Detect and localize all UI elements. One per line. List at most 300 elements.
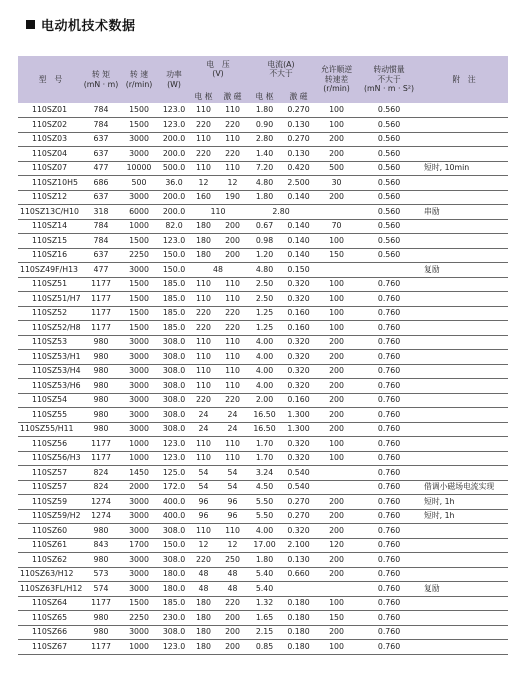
cell-inertia: 0.760 — [358, 408, 420, 423]
cell-note — [420, 422, 508, 437]
cell-note — [420, 219, 508, 234]
cell-note — [420, 277, 508, 292]
cell-voltage-armature: 110 — [189, 132, 218, 147]
cell-voltage-field: 24 — [218, 422, 247, 437]
table-row — [18, 509, 508, 524]
cell-torque: 1177 — [83, 596, 119, 611]
cell-voltage-field: 220 — [218, 321, 247, 336]
cell-model: 110SZ13C/H10 — [18, 205, 83, 220]
table-row — [18, 219, 508, 234]
cell-note — [420, 567, 508, 582]
cell-voltage-armature: 110 — [189, 335, 218, 350]
cell-current-field: 1.300 — [282, 422, 315, 437]
cell-voltage-field: 48 — [218, 582, 247, 597]
cell-power: 308.0 — [159, 350, 189, 365]
cell-speed-diff: 100 — [315, 437, 358, 452]
cell-current-armature: 4.00 — [247, 335, 282, 350]
cell-voltage-armature: 12 — [189, 538, 218, 553]
cell-speed-diff: 100 — [315, 292, 358, 307]
cell-model: 110SZ01 — [18, 103, 83, 118]
cell-torque: 980 — [83, 422, 119, 437]
cell-inertia: 0.760 — [358, 640, 420, 655]
table-row — [18, 118, 508, 133]
cell-power: 82.0 — [159, 219, 189, 234]
cell-speed-diff: 200 — [315, 335, 358, 350]
cell-inertia: 0.760 — [358, 451, 420, 466]
table-row — [18, 379, 508, 394]
cell-power: 400.0 — [159, 495, 189, 510]
cell-note — [420, 393, 508, 408]
table-row — [18, 393, 508, 408]
cell-model: 110SZ02 — [18, 118, 83, 133]
cell-inertia: 0.760 — [358, 582, 420, 597]
cell-note — [420, 132, 508, 147]
cell-torque: 980 — [83, 524, 119, 539]
cell-torque: 637 — [83, 147, 119, 162]
cell-model: 110SZ52 — [18, 306, 83, 321]
cell-torque: 784 — [83, 118, 119, 133]
header-current-armature: 电 枢 — [247, 90, 282, 103]
cell-speed: 3000 — [119, 190, 159, 205]
cell-current-field — [282, 582, 315, 597]
cell-speed: 3000 — [119, 364, 159, 379]
cell-voltage-field: 200 — [218, 219, 247, 234]
cell-current-field: 0.270 — [282, 103, 315, 118]
cell-voltage-field: 96 — [218, 509, 247, 524]
cell-current-armature: 2.15 — [247, 625, 282, 640]
cell-inertia — [358, 263, 420, 278]
table-row — [18, 640, 508, 655]
cell-power: 180.0 — [159, 567, 189, 582]
header-power: 功率 (W) — [159, 56, 189, 103]
table-row — [18, 611, 508, 626]
cell-inertia: 0.560 — [358, 161, 420, 176]
cell-power: 308.0 — [159, 408, 189, 423]
cell-speed: 3000 — [119, 335, 159, 350]
header-note: 附 注 — [420, 56, 508, 103]
cell-inertia: 0.760 — [358, 480, 420, 495]
cell-speed-diff: 150 — [315, 611, 358, 626]
cell-note — [420, 625, 508, 640]
cell-power: 172.0 — [159, 480, 189, 495]
cell-current-armature: 1.80 — [247, 553, 282, 568]
cell-model: 110SZ54 — [18, 393, 83, 408]
cell-model: 110SZ12 — [18, 190, 83, 205]
cell-voltage-armature: 54 — [189, 480, 218, 495]
table-row — [18, 248, 508, 263]
cell-current-armature: 7.20 — [247, 161, 282, 176]
table-header — [18, 56, 508, 103]
cell-power: 185.0 — [159, 306, 189, 321]
cell-voltage: 110 — [189, 205, 247, 220]
cell-voltage-field: 12 — [218, 538, 247, 553]
cell-current-armature: 0.98 — [247, 234, 282, 249]
cell-power: 36.0 — [159, 176, 189, 191]
cell-power: 230.0 — [159, 611, 189, 626]
cell-speed-diff: 100 — [315, 451, 358, 466]
cell-power: 200.0 — [159, 205, 189, 220]
cell-speed: 3000 — [119, 393, 159, 408]
cell-current-armature: 4.00 — [247, 524, 282, 539]
cell-torque: 1177 — [83, 451, 119, 466]
cell-torque: 824 — [83, 480, 119, 495]
cell-speed-diff: 100 — [315, 306, 358, 321]
cell-note — [420, 553, 508, 568]
cell-inertia: 0.560 — [358, 219, 420, 234]
cell-speed-diff: 100 — [315, 103, 358, 118]
cell-voltage-armature: 180 — [189, 611, 218, 626]
cell-inertia: 0.560 — [358, 248, 420, 263]
cell-speed-diff: 100 — [315, 277, 358, 292]
cell-note — [420, 466, 508, 481]
cell-torque: 686 — [83, 176, 119, 191]
cell-speed-diff: 200 — [315, 625, 358, 640]
cell-current-field: 2.500 — [282, 176, 315, 191]
cell-voltage-armature: 180 — [189, 640, 218, 655]
cell-voltage-armature: 110 — [189, 437, 218, 452]
cell-speed: 3000 — [119, 350, 159, 365]
cell-power: 308.0 — [159, 625, 189, 640]
cell-speed-diff: 200 — [315, 393, 358, 408]
cell-voltage-field: 110 — [218, 437, 247, 452]
cell-voltage-field: 110 — [218, 161, 247, 176]
cell-speed: 1000 — [119, 219, 159, 234]
square-bullet-icon — [26, 20, 35, 29]
cell-speed: 1500 — [119, 306, 159, 321]
cell-model: 110SZ66 — [18, 625, 83, 640]
cell-voltage-field: 200 — [218, 640, 247, 655]
cell-model: 110SZ03 — [18, 132, 83, 147]
cell-current-field: 0.180 — [282, 625, 315, 640]
table-body — [18, 103, 508, 654]
cell-voltage-field: 24 — [218, 408, 247, 423]
cell-current-field: 0.320 — [282, 292, 315, 307]
cell-note: 短时, 1h — [420, 495, 508, 510]
table-row — [18, 538, 508, 553]
cell-speed-diff: 200 — [315, 509, 358, 524]
cell-speed: 6000 — [119, 205, 159, 220]
cell-current-armature: 4.00 — [247, 364, 282, 379]
header-current-field: 激 磁 — [282, 90, 315, 103]
cell-current-armature: 1.25 — [247, 321, 282, 336]
cell-model: 110SZ04 — [18, 147, 83, 162]
cell-power: 185.0 — [159, 292, 189, 307]
cell-current-field: 0.180 — [282, 611, 315, 626]
cell-current-armature: 1.20 — [247, 248, 282, 263]
cell-current-armature: 17.00 — [247, 538, 282, 553]
cell-speed: 1000 — [119, 640, 159, 655]
cell-voltage-field: 200 — [218, 248, 247, 263]
cell-speed-diff: 100 — [315, 321, 358, 336]
cell-note — [420, 335, 508, 350]
cell-voltage-armature: 220 — [189, 306, 218, 321]
cell-current-armature: 1.80 — [247, 103, 282, 118]
cell-speed: 1500 — [119, 118, 159, 133]
cell-current-field: 0.180 — [282, 596, 315, 611]
cell-power: 308.0 — [159, 364, 189, 379]
cell-torque: 477 — [83, 161, 119, 176]
table-row — [18, 321, 508, 336]
cell-model: 110SZ53 — [18, 335, 83, 350]
cell-current-field: 0.130 — [282, 118, 315, 133]
cell-current-armature: 4.00 — [247, 350, 282, 365]
cell-voltage-field: 220 — [218, 118, 247, 133]
cell-note — [420, 437, 508, 452]
cell-voltage-armature: 48 — [189, 582, 218, 597]
cell-current: 2.80 — [247, 205, 315, 220]
cell-speed: 3000 — [119, 553, 159, 568]
cell-current-armature: 1.25 — [247, 306, 282, 321]
cell-speed-diff — [315, 480, 358, 495]
cell-voltage-armature: 180 — [189, 234, 218, 249]
cell-voltage-armature: 54 — [189, 466, 218, 481]
cell-torque: 1177 — [83, 640, 119, 655]
cell-current-field: 0.140 — [282, 248, 315, 263]
cell-speed-diff: 30 — [315, 176, 358, 191]
cell-note: 短时, 1h — [420, 509, 508, 524]
cell-current-armature: 5.50 — [247, 509, 282, 524]
cell-inertia: 0.760 — [358, 524, 420, 539]
cell-voltage-field: 110 — [218, 292, 247, 307]
cell-speed: 1500 — [119, 234, 159, 249]
cell-model: 110SZ55/H11 — [18, 422, 83, 437]
cell-voltage: 48 — [189, 263, 247, 278]
cell-note — [420, 234, 508, 249]
cell-voltage-field: 54 — [218, 480, 247, 495]
cell-speed: 3000 — [119, 408, 159, 423]
cell-current-field: 0.140 — [282, 190, 315, 205]
cell-speed-diff: 200 — [315, 495, 358, 510]
cell-voltage-armature: 110 — [189, 451, 218, 466]
cell-speed: 3000 — [119, 582, 159, 597]
table-row — [18, 147, 508, 162]
table-row — [18, 277, 508, 292]
cell-current-armature: 4.00 — [247, 379, 282, 394]
cell-voltage-armature: 110 — [189, 292, 218, 307]
cell-model: 110SZ62 — [18, 553, 83, 568]
cell-speed-diff: 200 — [315, 422, 358, 437]
cell-note — [420, 611, 508, 626]
cell-current-field: 0.420 — [282, 161, 315, 176]
cell-current-field: 0.140 — [282, 219, 315, 234]
cell-torque: 980 — [83, 611, 119, 626]
cell-voltage-field: 110 — [218, 451, 247, 466]
header-model: 型 号 — [18, 56, 83, 103]
cell-current-armature: 2.50 — [247, 292, 282, 307]
cell-model: 110SZ61 — [18, 538, 83, 553]
cell-torque: 980 — [83, 335, 119, 350]
cell-current-field: 2.100 — [282, 538, 315, 553]
cell-current-armature: 5.50 — [247, 495, 282, 510]
cell-voltage-field: 110 — [218, 277, 247, 292]
cell-speed: 1700 — [119, 538, 159, 553]
cell-speed-diff: 200 — [315, 364, 358, 379]
cell-torque: 1177 — [83, 277, 119, 292]
cell-voltage-armature: 24 — [189, 408, 218, 423]
cell-torque: 573 — [83, 567, 119, 582]
cell-voltage-armature: 110 — [189, 524, 218, 539]
cell-model: 110SZ57 — [18, 480, 83, 495]
cell-inertia: 0.560 — [358, 103, 420, 118]
cell-current-armature: 2.80 — [247, 132, 282, 147]
cell-model: 110SZ49F/H13 — [18, 263, 83, 278]
cell-voltage-armature: 110 — [189, 277, 218, 292]
cell-current-field: 0.270 — [282, 509, 315, 524]
cell-torque: 1177 — [83, 306, 119, 321]
cell-torque: 980 — [83, 393, 119, 408]
table-row — [18, 306, 508, 321]
header-speed: 转 速 (r/min) — [119, 56, 159, 103]
cell-speed: 1500 — [119, 103, 159, 118]
cell-torque: 784 — [83, 234, 119, 249]
cell-current-armature: 2.50 — [247, 277, 282, 292]
cell-power: 180.0 — [159, 582, 189, 597]
cell-model: 110SZ53/H1 — [18, 350, 83, 365]
cell-voltage-armature: 110 — [189, 103, 218, 118]
cell-power: 308.0 — [159, 422, 189, 437]
cell-voltage-armature: 110 — [189, 161, 218, 176]
cell-voltage-field: 190 — [218, 190, 247, 205]
cell-current-field: 0.180 — [282, 640, 315, 655]
cell-current-field: 0.540 — [282, 466, 315, 481]
cell-voltage-field: 220 — [218, 596, 247, 611]
cell-speed-diff: 200 — [315, 553, 358, 568]
cell-inertia: 0.560 — [358, 234, 420, 249]
cell-voltage-armature: 110 — [189, 350, 218, 365]
cell-speed-diff: 500 — [315, 161, 358, 176]
cell-inertia: 0.760 — [358, 335, 420, 350]
cell-voltage-field: 250 — [218, 553, 247, 568]
cell-voltage-field: 54 — [218, 466, 247, 481]
cell-model: 110SZ67 — [18, 640, 83, 655]
cell-note — [420, 176, 508, 191]
cell-current-field: 0.320 — [282, 451, 315, 466]
cell-power: 200.0 — [159, 190, 189, 205]
cell-speed-diff: 100 — [315, 640, 358, 655]
cell-torque: 637 — [83, 132, 119, 147]
cell-power: 150.0 — [159, 538, 189, 553]
cell-model: 110SZ53/H6 — [18, 379, 83, 394]
table-row — [18, 335, 508, 350]
cell-model: 110SZ10H5 — [18, 176, 83, 191]
cell-inertia: 0.760 — [358, 422, 420, 437]
table-row — [18, 567, 508, 582]
cell-torque: 980 — [83, 408, 119, 423]
cell-torque: 784 — [83, 219, 119, 234]
cell-note: 借调小磁场电流实现 — [420, 480, 508, 495]
cell-model: 110SZ51/H7 — [18, 292, 83, 307]
table-row — [18, 350, 508, 365]
cell-voltage-armature: 180 — [189, 625, 218, 640]
cell-speed: 2250 — [119, 611, 159, 626]
cell-power: 400.0 — [159, 509, 189, 524]
cell-current-field: 0.160 — [282, 393, 315, 408]
cell-voltage-armature: 180 — [189, 219, 218, 234]
cell-speed: 3000 — [119, 509, 159, 524]
cell-speed: 3000 — [119, 567, 159, 582]
cell-speed-diff: 200 — [315, 132, 358, 147]
cell-voltage-armature: 12 — [189, 176, 218, 191]
cell-voltage-field: 110 — [218, 524, 247, 539]
cell-speed: 3000 — [119, 524, 159, 539]
cell-speed: 3000 — [119, 147, 159, 162]
motor-spec-table — [18, 56, 508, 655]
cell-speed: 3000 — [119, 495, 159, 510]
cell-current-field: 0.160 — [282, 321, 315, 336]
cell-torque: 637 — [83, 190, 119, 205]
cell-note: 复励 — [420, 582, 508, 597]
cell-speed-diff: 200 — [315, 524, 358, 539]
cell-model: 110SZ16 — [18, 248, 83, 263]
cell-speed-diff: 200 — [315, 408, 358, 423]
cell-current-armature: 1.70 — [247, 451, 282, 466]
cell-voltage-field: 220 — [218, 147, 247, 162]
cell-current-field: 0.660 — [282, 567, 315, 582]
cell-inertia: 0.760 — [358, 321, 420, 336]
cell-current-armature: 5.40 — [247, 567, 282, 582]
cell-power: 123.0 — [159, 451, 189, 466]
cell-speed-diff — [315, 263, 358, 278]
header-torque: 转 矩 (mN · m) — [83, 56, 119, 103]
cell-torque: 1274 — [83, 495, 119, 510]
cell-current-field: 0.130 — [282, 553, 315, 568]
cell-speed-diff: 200 — [315, 147, 358, 162]
cell-speed: 3000 — [119, 625, 159, 640]
cell-power: 308.0 — [159, 393, 189, 408]
cell-inertia: 0.560 — [358, 147, 420, 162]
cell-current-armature: 16.50 — [247, 408, 282, 423]
cell-speed: 3000 — [119, 422, 159, 437]
header-current: 电流(A) 不大于 — [247, 56, 315, 90]
cell-voltage-armature: 160 — [189, 190, 218, 205]
cell-model: 110SZ55 — [18, 408, 83, 423]
cell-current-field: 0.270 — [282, 132, 315, 147]
cell-speed-diff: 100 — [315, 234, 358, 249]
cell-note — [420, 451, 508, 466]
cell-voltage-armature: 220 — [189, 118, 218, 133]
table-row — [18, 103, 508, 118]
cell-voltage-field: 12 — [218, 176, 247, 191]
cell-voltage-armature: 110 — [189, 364, 218, 379]
cell-speed: 3000 — [119, 263, 159, 278]
cell-power: 185.0 — [159, 321, 189, 336]
cell-current-armature: 0.85 — [247, 640, 282, 655]
cell-power: 308.0 — [159, 524, 189, 539]
cell-torque: 843 — [83, 538, 119, 553]
cell-note — [420, 379, 508, 394]
cell-note — [420, 248, 508, 263]
cell-note — [420, 596, 508, 611]
cell-current-armature: 1.70 — [247, 437, 282, 452]
cell-model: 110SZ64 — [18, 596, 83, 611]
cell-current-armature: 5.40 — [247, 582, 282, 597]
cell-model: 110SZ65 — [18, 611, 83, 626]
cell-voltage-field: 200 — [218, 611, 247, 626]
cell-speed-diff: 200 — [315, 567, 358, 582]
table-row — [18, 582, 508, 597]
cell-inertia: 0.760 — [358, 437, 420, 452]
cell-current-armature: 2.00 — [247, 393, 282, 408]
cell-torque: 637 — [83, 248, 119, 263]
cell-speed: 1000 — [119, 437, 159, 452]
cell-current-armature: 4.80 — [247, 176, 282, 191]
table-row — [18, 466, 508, 481]
table-row — [18, 553, 508, 568]
cell-current-field: 0.320 — [282, 437, 315, 452]
cell-power: 150.0 — [159, 263, 189, 278]
cell-model: 110SZ60 — [18, 524, 83, 539]
cell-note — [420, 364, 508, 379]
